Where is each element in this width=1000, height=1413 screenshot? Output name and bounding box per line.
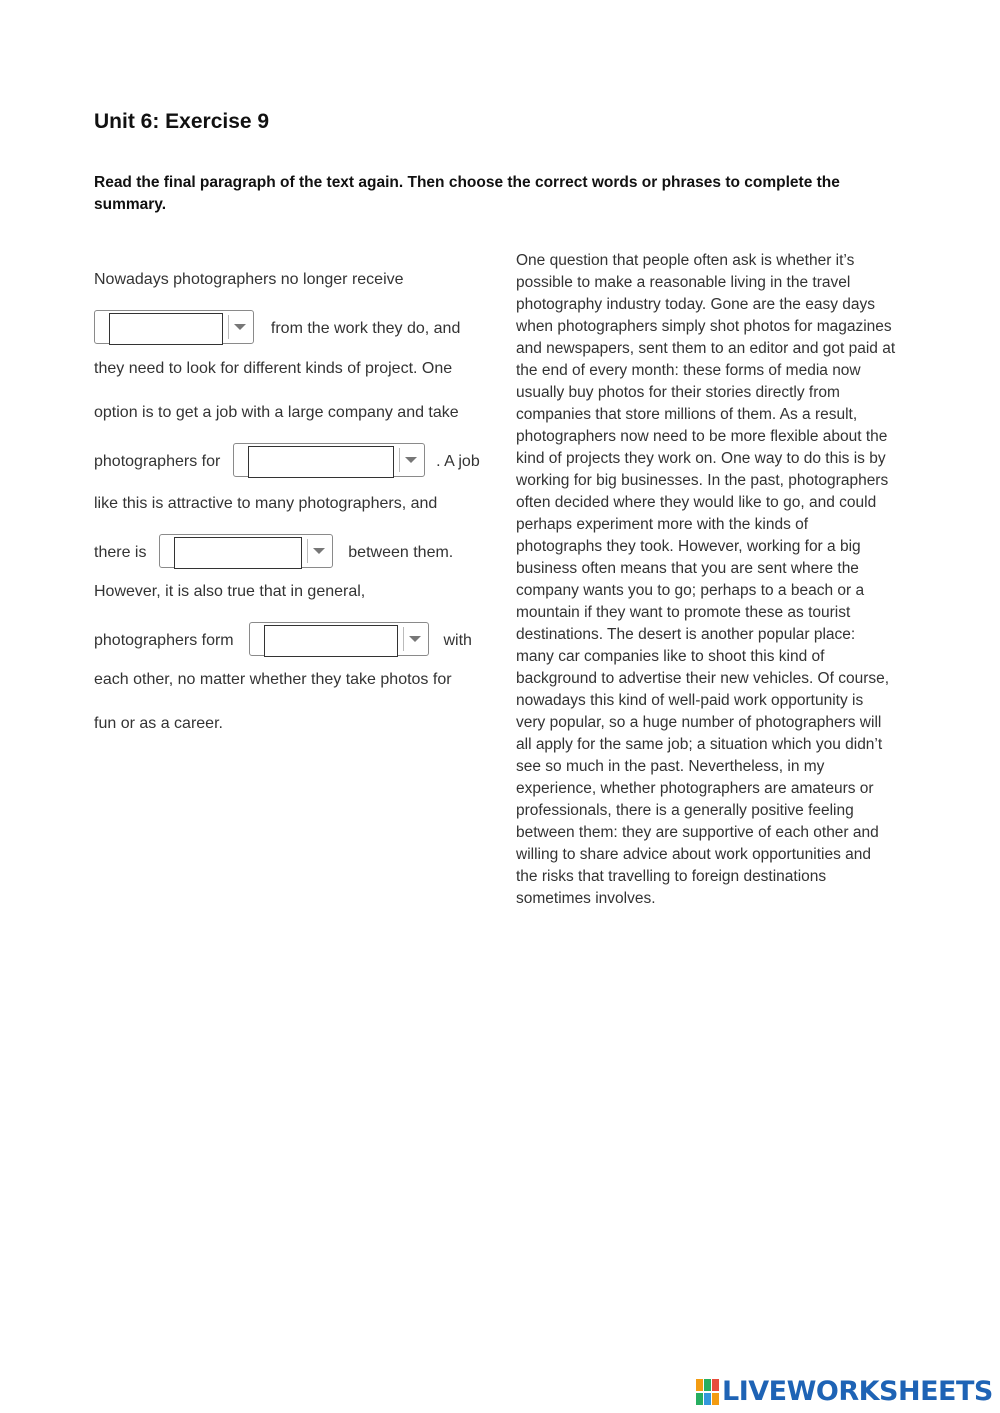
summary-text: fun or as a career. <box>94 715 223 732</box>
dropdown-value <box>248 446 394 478</box>
summary-text: like this is attractive to many photographers, and <box>94 495 438 512</box>
summary-text: there is <box>94 544 147 562</box>
dropdown-value <box>109 313 223 345</box>
summary-text: with <box>443 632 472 650</box>
summary-line-4 <box>94 401 459 425</box>
answer-dropdown-1[interactable] <box>94 310 254 344</box>
chevron-down-icon[interactable] <box>405 457 417 463</box>
liveworksheets-logo[interactable] <box>696 1376 993 1407</box>
chevron-down-icon[interactable] <box>313 548 325 554</box>
summary-line-2 <box>94 312 460 346</box>
summary-line-6 <box>94 492 437 516</box>
summary-line-11 <box>94 712 223 736</box>
summary-line-1 <box>94 268 404 292</box>
chevron-down-icon[interactable] <box>409 636 421 642</box>
dropdown-separator <box>399 448 400 472</box>
dropdown-value <box>174 537 302 569</box>
dropdown-value <box>264 625 398 657</box>
summary-text: option is to get a job with a large company and take <box>94 404 459 421</box>
summary-text: they need to look for different kinds of project. One <box>94 360 453 377</box>
dropdown-separator <box>403 627 404 651</box>
summary-text: between them. <box>348 544 454 562</box>
summary-text: photographers for <box>94 453 221 471</box>
summary-text: from the work they do, and <box>270 320 461 338</box>
summary-line-9 <box>94 624 472 658</box>
chevron-down-icon[interactable] <box>234 324 246 330</box>
summary-line-5 <box>94 445 480 479</box>
summary-text: . A job <box>436 453 480 471</box>
dropdown-separator <box>307 539 308 563</box>
summary-text: However, it is also true that in general, <box>94 583 366 600</box>
dropdown-separator <box>228 315 229 339</box>
answer-dropdown-4[interactable] <box>249 622 429 656</box>
instructions: Read the final paragraph of the text again. Then choose the correct words or phrases to complete the summary. <box>94 174 840 213</box>
summary-line-10 <box>94 668 452 692</box>
answer-dropdown-3[interactable] <box>159 534 333 568</box>
summary-line-7 <box>94 536 453 570</box>
reading-passage: One question that people often ask is whether it’s possible to make a reasonable living in the travel photography industry today. Gone are the easy days when photographers simply shot photos for magazines and newspapers, sent them to an editor and got paid at the end of every month: these forms of media now usually buy photos for their stories directly from companies that store millions of them. As a result, photographers now need to be more flexible about the kind of projects they work on. One way to do this is by working for big businesses. In the past, photographers often decided where they would like to go, and could perhaps experiment more with the kinds of photographs they took. However, working for a big business often means that you are sent where the company wants you to go; perhaps to a beach or a mountain if they want to promote these as tourist destinations. The desert is another popular place: many car companies like to shoot this kind of background to advertise their new vehicles. Of course, nowadays this kind of well-paid work opportunity is very popular, so a huge number of photographers will all apply for the same job; a situation which you didn’t see so much in the past. Nevertheless, in my experience, whether photographers are amateurs or professionals, there is a generally positive feeling between them: they are supportive of each other and willing to share advice about work opportunities and the risks that travelling to foreign destinations sometimes involves. <box>516 252 896 907</box>
page-title: Unit 6: Exercise 9 <box>94 110 270 133</box>
summary-line-8 <box>94 580 365 604</box>
summary-text: photographers form <box>94 632 234 650</box>
summary-text: Nowadays photographers no longer receive <box>94 271 404 288</box>
summary-line-3 <box>94 357 452 381</box>
logo-text: LIVEWORKSHEETS <box>722 1376 993 1407</box>
liveworksheets-logo-icon <box>696 1377 720 1407</box>
summary-text: each other, no matter whether they take photos for <box>94 671 452 688</box>
answer-dropdown-2[interactable] <box>233 443 425 477</box>
